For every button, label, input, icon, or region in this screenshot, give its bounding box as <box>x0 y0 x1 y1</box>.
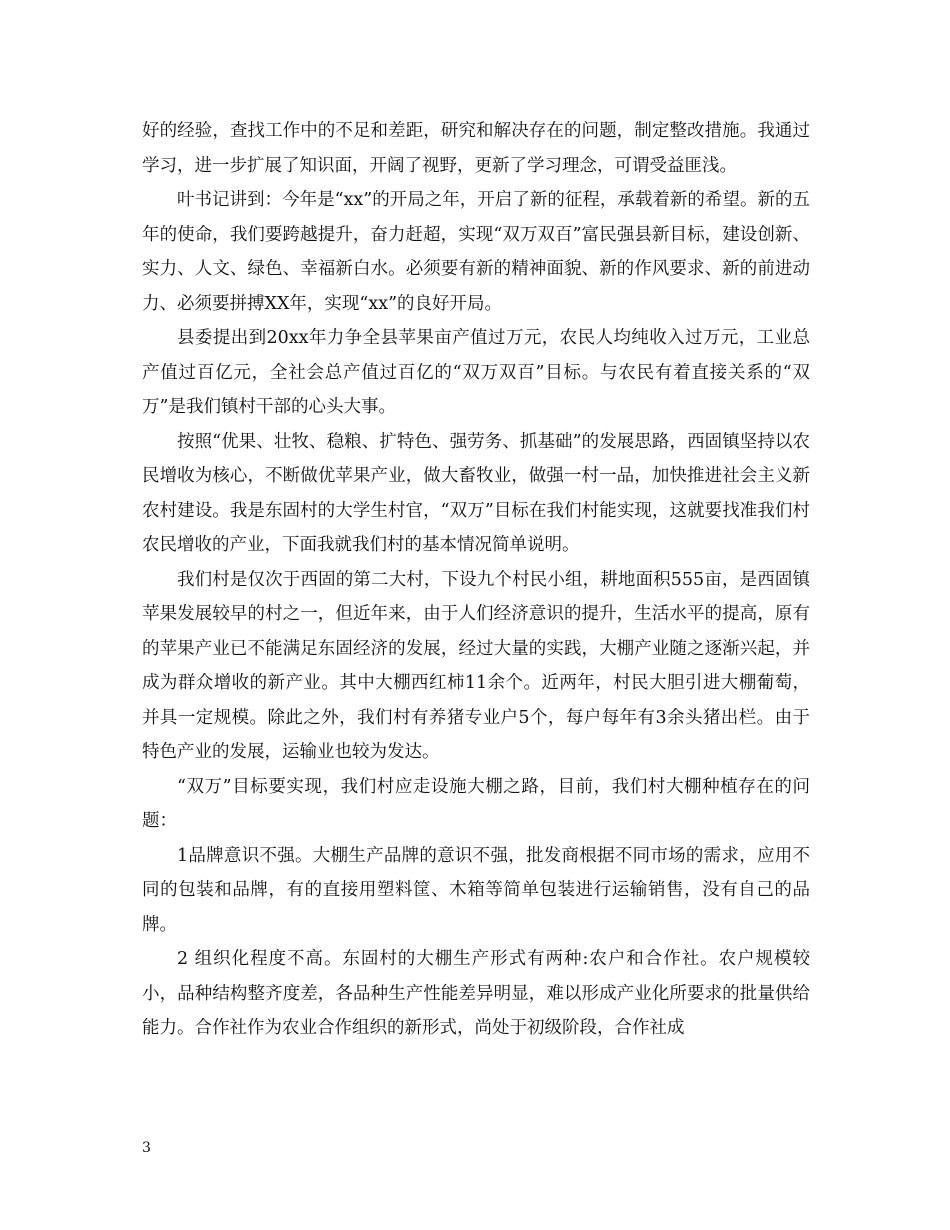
paragraph-4: 按照“优果、壮牧、稳粮、扩特色、强劳务、抓基础”的发展思路，西固镇坚持以农民增收为核心，不断做优苹果产业，做大畜牧业，做强一村一品，加快推进社会主义新农村建设。我是东固村的大学生村官，“双万”目标在我们村能实现，这就要找准我们村农民增收的产业，下面我就我们村的基本情况简单说明。 <box>142 431 810 555</box>
paragraph-5: 我们村是仅次于西固的第二大村，下设九个村民小组，耕地面积555亩，是西固镇苹果发展较早的村之一，但近年来，由于人们经济意识的提升，生活水平的提高，原有的苹果产业已不能满足东固经济的发展，经过大量的实践，大棚产业随之逐渐兴起，并成为群众增收的新产业。其中大棚西红柿11余个。近两年，村民大胆引进大棚葡萄，并具一定规模。除此之外，我们村有养猪专业户5个，每户每年有3余头猪出栏。由于特色产业的发展，运输业也较为发达。 <box>142 569 810 762</box>
page-number: 3 <box>142 1140 151 1156</box>
paragraph-7: 1品牌意识不强。大棚生产品牌的意识不强，批发商根据不同市场的需求，应用不同的包装和品牌，有的直接用塑料筐、木箱等简单包装进行运输销售，没有自己的品牌。 <box>142 845 810 935</box>
paragraph-3: 县委提出到20xx年力争全县苹果亩产值过万元，农民人均纯收入过万元，工业总产值过百亿元，全社会总产值过百亿的“双万双百”目标。与农民有着直接关系的“双万”是我们镇村干部的心头大事。 <box>142 328 810 417</box>
paragraph-1: 好的经验，查找工作中的不足和差距，研究和解决存在的问题，制定整改措施。我通过学习，进一步扩展了知识面，开阔了视野，更新了学习理念，可谓受益匪浅。 <box>142 121 810 176</box>
paragraph-6: “双万”目标要实现，我们村应走设施大棚之路，目前，我们村大棚种植存在的问题： <box>142 776 810 831</box>
paragraph-2: 叶书记讲到：今年是“xx”的开局之年，开启了新的征程，承载着新的希望。新的五年的使命，我们要跨越提升，奋力赶超，实现“双万双百”富民强县新目标，建设创新、实力、人文、绿色、幸福新白水。必须要有新的精神面貌、新的作风要求、新的前进动力、必须要拼搏XX年，实现“xx”的良好开局。 <box>142 190 810 314</box>
document-page <box>142 114 810 1046</box>
paragraph-8: 2 组织化程度不高。东固村的大棚生产形式有两种:农户和合作社。农户规模较小，品种结构整齐度差，各品种生产性能差异明显，难以形成产业化所要求的批量供给能力。合作社作为农业合作组织的新形式，尚处于初级阶段，合作社成 <box>142 949 810 1038</box>
